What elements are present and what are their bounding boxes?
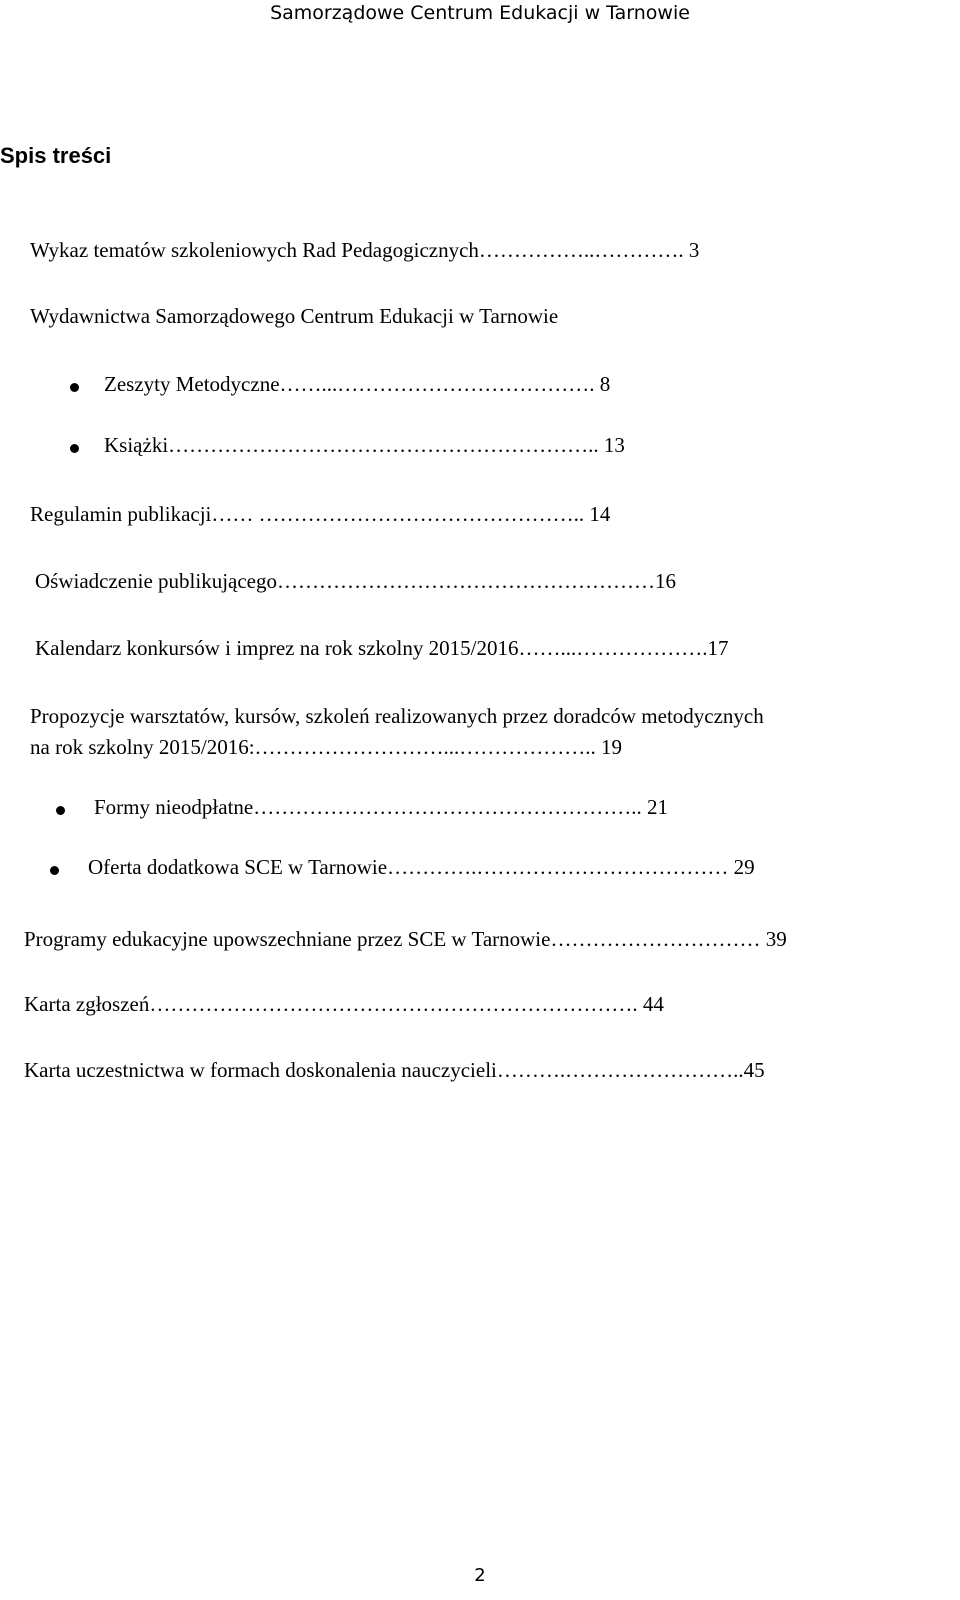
page-header: Samorządowe Centrum Edukacji w Tarnowie (270, 2, 690, 24)
toc-entry-wykaz-tematow[interactable]: Wykaz tematów szkoleniowych Rad Pedagogicznych……………..…………. 3 (30, 238, 700, 262)
toc-entry-karta-uczestnictwa[interactable]: Karta uczestnictwa w formach doskonalenia nauczycieli……….……………………..45 (24, 1058, 765, 1082)
toc-entry-programy-edukacyjne[interactable]: Programy edukacyjne upowszechniane przez SCE w Tarnowie………………………… 39 (24, 927, 787, 951)
toc-entry-karta-zgloszen[interactable]: Karta zgłoszeń……………………………………………………………. 44 (24, 992, 664, 1016)
toc-entry-zeszyty-metodyczne[interactable]: Zeszyty Metodyczne……...………………………………. 8 (104, 372, 611, 396)
bullet-icon (70, 383, 79, 392)
toc-entry-propozycje-warsztatow-cont[interactable]: na rok szkolny 2015/2016:………………………...……………….. 19 (30, 735, 623, 759)
page-number: 2 (474, 1565, 486, 1586)
toc-entry-kalendarz-konkursow[interactable]: Kalendarz konkursów i imprez na rok szkolny 2015/2016……...……………….17 (35, 636, 729, 660)
toc-heading: Spis treści (0, 143, 112, 168)
bullet-icon (70, 444, 79, 453)
toc-entry-wydawnictwa[interactable]: Wydawnictwa Samorządowego Centrum Edukacji w Tarnowie (30, 304, 559, 328)
toc-entry-oswiadczenie[interactable]: Oświadczenie publikującego………………………………………………16 (35, 569, 676, 593)
toc-entry-propozycje-warsztatow[interactable]: Propozycje warsztatów, kursów, szkoleń realizowanych przez doradców metodycznych (30, 704, 764, 728)
toc-entry-formy-nieodplatne[interactable]: Formy nieodpłatne……………………………………………….. 21 (94, 795, 668, 819)
toc-entry-regulamin-publikacji[interactable]: Regulamin publikacji…… ……………………………………….. 14 (30, 502, 611, 526)
bullet-icon (56, 806, 65, 815)
toc-entry-ksiazki[interactable]: Książki…………………………………………………….. 13 (104, 433, 625, 457)
toc-entry-oferta-dodatkowa[interactable]: Oferta dodatkowa SCE w Tarnowie………….……………………………… 29 (88, 855, 755, 879)
bullet-icon (50, 866, 59, 875)
